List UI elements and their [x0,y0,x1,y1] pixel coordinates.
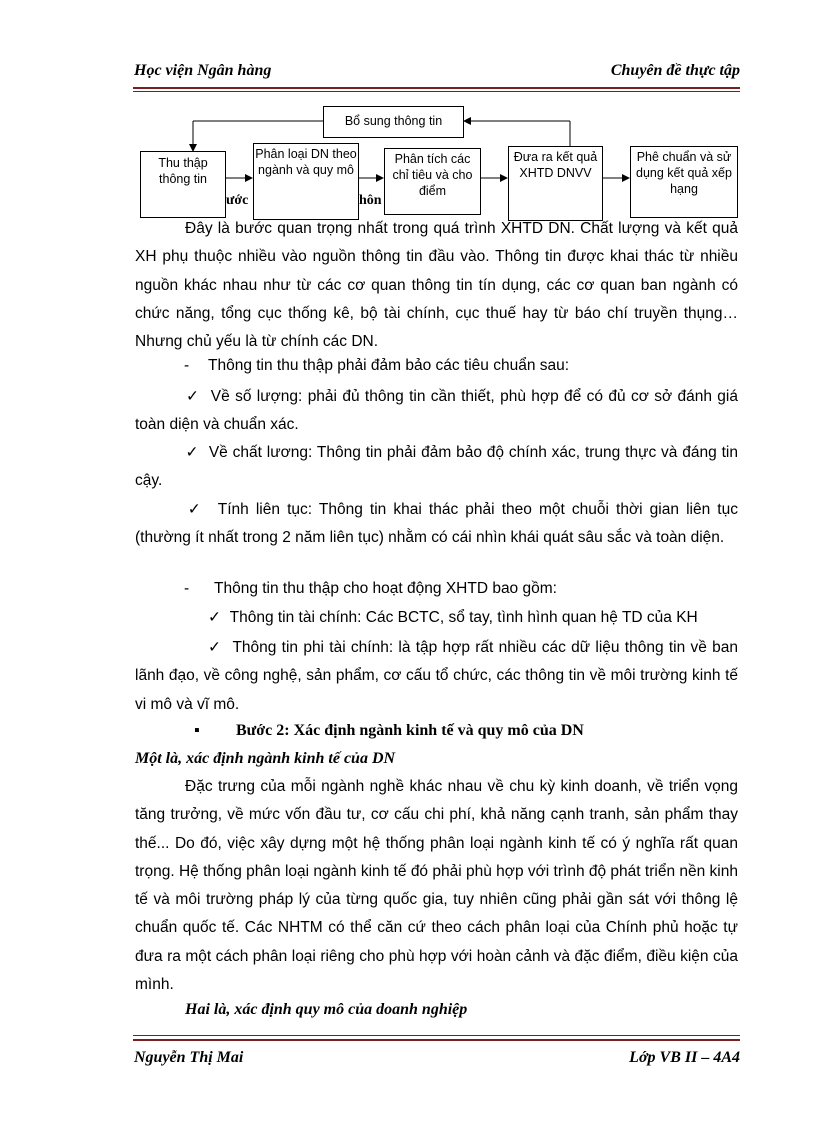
check-icon: ✓ [185,501,204,518]
step-box-approve: Phê chuẩn và sử dụng kết quả xếp hạng [630,146,738,218]
overlap-text-2: hôn [359,193,382,208]
step-box-classify: Phân loại DN theo ngành và quy mô [253,143,359,220]
footer-rule-thin [133,1035,740,1036]
square-bullet-icon: ▪ [194,722,200,739]
check-icon: ✓ [185,444,200,461]
step-box-collect-info: Thu thập thông tin [140,151,226,218]
dash-marker: - [184,580,190,597]
check-item-continuity: ✓ Tính liên tục: Thông tin khai thác phải theo một chuỗi thời gian liên tục (thường ít nhất trong 2 năm liên tục) nhằm có cái nhìn khái quát sâu sắc và toàn diện. [135,501,738,547]
header-institution: Học viện Ngân hàng [134,62,272,79]
header-report-title: Chuyên đề thực tập [610,62,740,79]
check-icon: ✓ [207,639,222,656]
step-box-analyze: Phân tích các chỉ tiêu và cho điểm [384,148,481,215]
subheading-size: Hai là, xác định quy mô của doanh nghiệp [185,1001,468,1018]
footer-author: Nguyễn Thị Mai [134,1049,244,1066]
overlap-text-1: ước [226,193,249,208]
footer-class: Lớp VB II – 4A4 [629,1049,740,1066]
step2-heading: Bước 2: Xác định ngành kinh tế và quy mô của DN [236,722,584,739]
check-item-financial: ✓ Thông tin tài chính: Các BCTC, sổ tay, tình hình quan hệ TD của KH [208,609,698,626]
step-box-result: Đưa ra kết quả XHTD DNVV [508,146,603,221]
paragraph-info-importance: Đây là bước quan trọng nhất trong quá trình XHTD DN. Chất lượng và kết quả XH phụ thuộc nhiều vào nguồn thông tin đầu vào. Thông tin được khai thác từ nhiều nguồn khác nhau như từ các cơ quan thông tin tín dụng, các cơ quan ban ngành có chức năng, tổng cục thống kê, bộ tài chính, cục thuế hay từ báo chí truyền thụng… Nhưng chủ yếu là từ chính các DN. [135,220,738,351]
check-item-nonfinancial: ✓ Thông tin phi tài chính: là tập hợp rất nhiều các dữ liệu thông tin về ban lãnh đạo, về công nghệ, sản phẩm, cơ cấu tổ chức, các thông tin về môi trường kinh tế vi mô và vĩ mô. [135,639,738,713]
check-icon: ✓ [185,388,201,405]
footer-rule [133,1039,740,1041]
check-icon: ✓ [208,609,221,626]
subheading-industry: Một là, xác định ngành kinh tế của DN [135,750,396,767]
check-item-quality: ✓ Về chất lương: Thông tin phải đảm bảo độ chính xác, trung thực và đáng tin cậy. [135,444,738,490]
check-item-quantity: ✓ Về số lượng: phải đủ thông tin cần thiết, phù hợp để có đủ cơ sở đánh giá toàn diện và chuẩn xác. [135,388,738,434]
dash-marker: - [184,357,190,374]
bullet-info-scope: Thông tin thu thập cho hoạt động XHTD bao gồm: [214,580,557,597]
feedback-box: Bổ sung thông tin [323,106,464,138]
bullet-criteria-intro: Thông tin thu thập phải đảm bảo các tiêu chuẩn sau: [208,357,570,374]
paragraph-industry-classification: Đặc trưng của mỗi ngành nghề khác nhau về chu kỳ kinh doanh, về triển vọng tăng trưởng, về mức vốn đầu tư, cơ cấu chi phí, khả năng cạnh tranh, sản phẩm thay thế... Do đó, việc xây dựng một hệ thống phân loại ngành kinh tế có ý nghĩa rất quan trọng. Hệ thống phân loại ngành kinh tế đó phải phù hợp với trình độ phát triển nền kinh tế và môi trường pháp lý của từng quốc gia, tuy nhiên cũng phải gần sát với thông lệ chuẩn quốc tế. Các NHTM có thể căn cứ theo cách phân loại của Chính phủ hoặc tự đưa ra một cách phân loại riêng cho phù hợp với hoàn cảnh và đặc điểm, điều kiện của mình. [135,778,738,994]
